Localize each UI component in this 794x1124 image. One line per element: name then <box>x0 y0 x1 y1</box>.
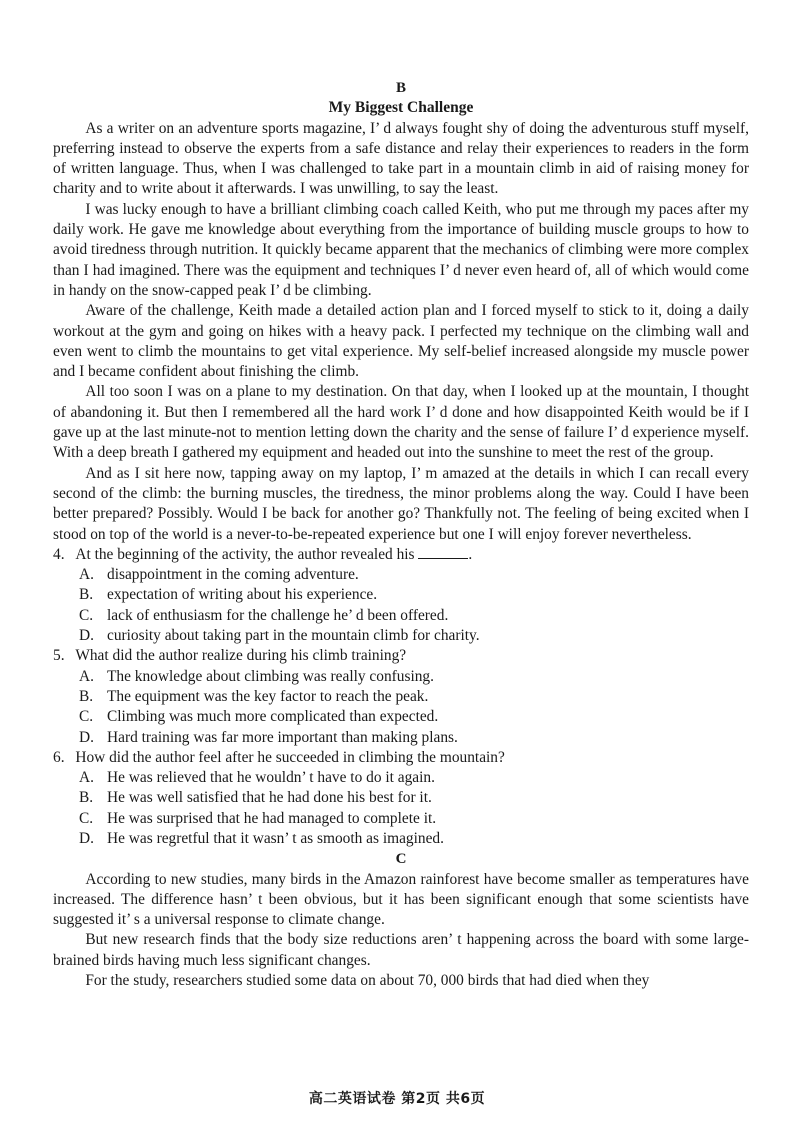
option <box>53 667 749 687</box>
option <box>53 728 749 748</box>
option <box>53 626 749 646</box>
question-4 <box>53 545 749 646</box>
answer-blank <box>418 546 468 559</box>
option <box>53 687 749 707</box>
option-text: The knowledge about climbing was really confusing. <box>107 667 434 685</box>
passage-b-paragraph-2: I was lucky enough to have a brilliant climbing coach called Keith, who put me through my paces after my daily work. He gave me knowledge about everything from the importance of building muscle groups to how to avoid tiredness through nutrition. It quickly became apparent that the mechanics of climbing were more complex than I had imagined. There was the equipment and techniques I’ d never even heard of, all of which would come in handy on the snow-capped peak I’ d be climbing. <box>53 200 749 299</box>
passage-b-paragraph-5: And as I sit here now, tapping away on my laptop, I’ m amazed at the details in which I can recall every second of the climb: the burning muscles, the tiredness, the minor problems along the way. Could I have been better prepared? Possibly. Would I be back for another go? Thankfully not. The feeling of being excited when I stood on top of the world is a never-to-be-repeated experience but one I will enjoy forever nevertheless. <box>53 464 749 543</box>
option <box>53 707 749 727</box>
question-6-stem <box>53 748 749 768</box>
page-footer: 高二英语试卷 第2页 共6页 <box>308 1091 486 1107</box>
option <box>53 606 749 626</box>
question-number: 5. <box>53 647 65 665</box>
option-text: Hard training was far more important than making plans. <box>107 728 458 746</box>
option-letter: C. <box>79 708 94 726</box>
question-number: 6. <box>53 748 65 766</box>
question-6-text: How did the author feel after he succeeded in climbing the mountain? <box>75 748 505 766</box>
question-number: 4. <box>53 545 65 563</box>
passage-c-paragraph-2: But new research finds that the body size reductions aren’ t happening across the board with some large-brained birds having much less significant changes. <box>53 931 749 969</box>
passage-b-paragraph-3: Aware of the challenge, Keith made a detailed action plan and I forced myself to stick to it, doing a daily workout at the gym and going on hikes with a heavy pack. I perfected my technique on the climbing wall and even went to climb the mountains to get vital experience. My self-belief increased alongside my muscle power and I became confident about finishing the climb. <box>53 302 749 381</box>
option <box>53 788 749 808</box>
section-b-letter: B <box>395 80 406 96</box>
option-letter: D. <box>79 829 94 847</box>
section-b-title: My Biggest Challenge <box>328 99 474 117</box>
option-text: He was well satisfied that he had done his best for it. <box>107 789 432 807</box>
option-letter: D. <box>79 627 94 645</box>
question-4-stem <box>53 545 749 565</box>
option-text: expectation of writing about his experience. <box>107 586 378 604</box>
option-letter: C. <box>79 809 94 827</box>
option-letter: A. <box>79 667 94 685</box>
option <box>53 768 749 788</box>
option-letter: B. <box>79 586 94 604</box>
question-5 <box>53 646 749 747</box>
passage-b-paragraph-4: All too soon I was on a plane to my destination. On that day, when I looked up at the mountain, I thought of abandoning it. But then I remembered all the hard work I’ d done and how disappointed Keith would be if I gave up at the last minute-not to mention letting down the charity and the sense of failure I’ d experience myself. With a deep breath I gathered my equipment and headed out into the sunshine to meet the rest of the group. <box>53 383 749 462</box>
option <box>53 829 749 849</box>
option-letter: B. <box>79 789 94 807</box>
option-letter: A. <box>79 769 94 787</box>
option-text: He was surprised that he had managed to complete it. <box>107 809 437 827</box>
option-text: The equipment was the key factor to reach the peak. <box>107 687 429 705</box>
option-text: disappointment in the coming adventure. <box>107 566 359 584</box>
passage-c-paragraph-3: For the study, researchers studied some data on about 70, 000 birds that had died when they <box>85 972 650 990</box>
option <box>53 809 749 829</box>
passage-c-paragraph-1: According to new studies, many birds in the Amazon rainforest have become smaller as temperatures have increased. The difference hasn’ t been obvious, but it has been significant enough that some scientists have suggested it’ s a universal response to climate change. <box>53 870 749 929</box>
passage-b-paragraph-1: As a writer on an adventure sports magazine, I’ d always fought shy of doing the adventurous stuff myself, preferring instead to observe the experts from a safe distance and relay their experiences to readers in the form of written language. Thus, when I was challenged to take part in a mountain climb in aid of raising money for charity and to write about it afterwards. I was unwilling, to say the least. <box>53 119 749 198</box>
option <box>53 585 749 605</box>
option-letter: B. <box>79 687 94 705</box>
question-5-stem <box>53 646 749 666</box>
option-text: Climbing was much more complicated than expected. <box>107 708 439 726</box>
option-text: curiosity about taking part in the mountain climb for charity. <box>107 627 480 645</box>
page-content <box>53 78 749 991</box>
option-text: lack of enthusiasm for the challenge he’ d been offered. <box>107 606 449 624</box>
question-6 <box>53 748 749 849</box>
question-4-text: At the beginning of the activity, the author revealed his <box>75 545 415 563</box>
option-letter: A. <box>79 566 94 584</box>
option-letter: D. <box>79 728 94 746</box>
section-c-letter: C <box>395 851 407 868</box>
option-text: He was relieved that he wouldn’ t have to do it again. <box>107 769 435 787</box>
question-5-text: What did the author realize during his climb training? <box>75 647 407 665</box>
option-text: He was regretful that it wasn’ t as smooth as imagined. <box>107 829 444 847</box>
option <box>53 565 749 585</box>
option-letter: C. <box>79 606 94 624</box>
question-4-end: . <box>468 545 473 563</box>
